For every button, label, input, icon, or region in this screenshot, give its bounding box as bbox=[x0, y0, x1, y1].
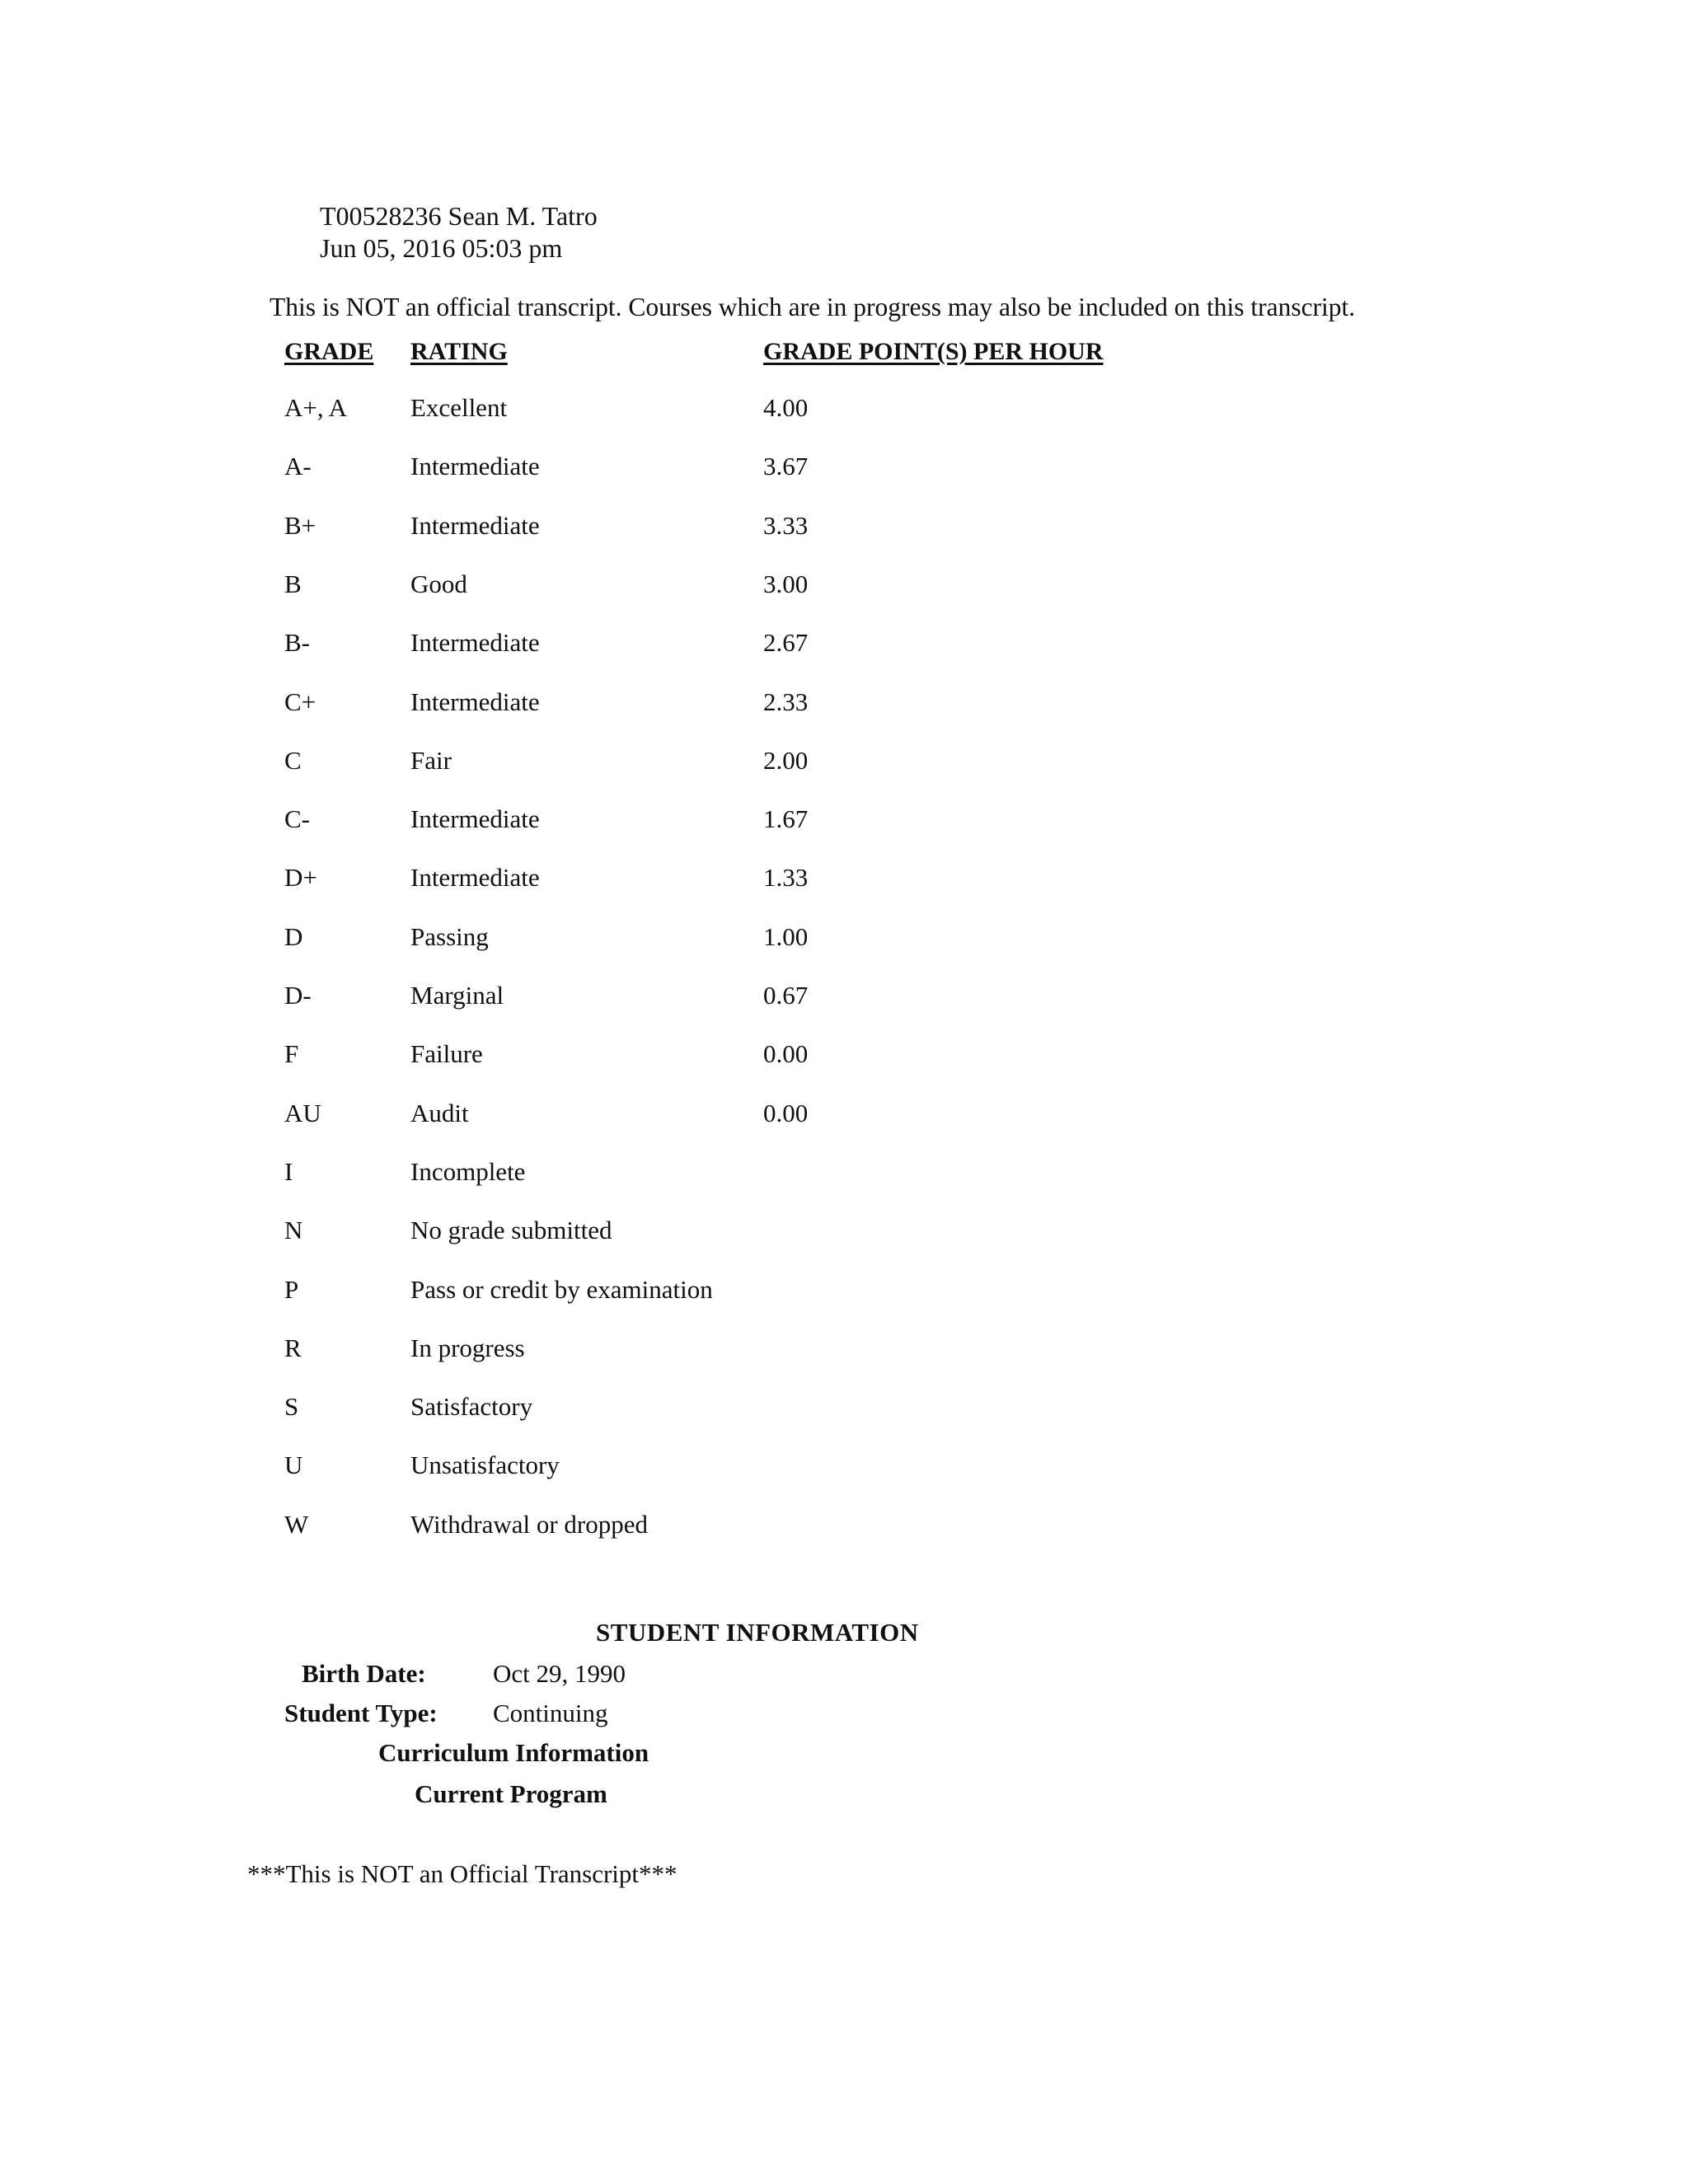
grade-cell: A- bbox=[284, 452, 312, 481]
rating-cell: Intermediate bbox=[410, 863, 540, 893]
table-row bbox=[0, 1451, 1688, 1492]
student-type-label: Student Type: bbox=[284, 1699, 438, 1727]
grade-cell: I bbox=[284, 1156, 293, 1186]
points-cell: 2.00 bbox=[763, 745, 809, 775]
grade-cell: B+ bbox=[284, 510, 316, 540]
points-cell: 3.67 bbox=[763, 452, 809, 481]
rating-cell: Intermediate bbox=[410, 452, 540, 481]
table-row bbox=[0, 1039, 1688, 1080]
grade-cell: B- bbox=[284, 628, 310, 658]
table-row bbox=[0, 1275, 1688, 1316]
birth-date-label: Birth Date: bbox=[302, 1659, 426, 1688]
student-id-name: T00528236 Sean M. Tatro bbox=[320, 201, 598, 231]
rating-cell: Pass or credit by examination bbox=[410, 1274, 713, 1304]
current-program-heading: Current Program bbox=[415, 1779, 607, 1808]
table-row bbox=[0, 981, 1688, 1022]
unofficial-notice: This is NOT an official transcript. Courses which are in progress may also be included on this transcript. bbox=[270, 293, 1356, 321]
grade-cell: C bbox=[284, 745, 302, 775]
grade-cell: D+ bbox=[284, 863, 317, 893]
rating-cell: Intermediate bbox=[410, 510, 540, 540]
rating-cell: Marginal bbox=[410, 981, 504, 1010]
points-cell: 2.33 bbox=[763, 687, 809, 716]
table-row bbox=[0, 1510, 1688, 1551]
footer-unofficial-notice: ***This is NOT an Official Transcript*** bbox=[247, 1859, 678, 1888]
grade-cell: R bbox=[284, 1333, 302, 1362]
grade-cell: F bbox=[284, 1039, 299, 1069]
table-row bbox=[0, 628, 1688, 669]
points-cell: 0.67 bbox=[763, 981, 809, 1010]
report-datetime: Jun 05, 2016 05:03 pm bbox=[320, 233, 563, 263]
table-row bbox=[0, 1333, 1688, 1375]
points-cell: 1.00 bbox=[763, 921, 809, 951]
table-row bbox=[0, 746, 1688, 787]
curriculum-info-heading: Curriculum Information bbox=[378, 1738, 649, 1767]
table-row bbox=[0, 687, 1688, 729]
grade-cell: D- bbox=[284, 981, 312, 1010]
rating-cell: Good bbox=[410, 569, 467, 598]
grade-cell: C- bbox=[284, 804, 310, 834]
rating-cell: Audit bbox=[410, 1098, 469, 1127]
points-cell: 2.67 bbox=[763, 628, 809, 658]
grade-cell: N bbox=[284, 1216, 303, 1245]
points-cell: 1.33 bbox=[763, 863, 809, 893]
rating-cell: Intermediate bbox=[410, 804, 540, 834]
points-cell: 0.00 bbox=[763, 1039, 809, 1069]
table-row bbox=[0, 922, 1688, 963]
grade-cell: A+, A bbox=[284, 393, 348, 422]
rating-cell: Incomplete bbox=[410, 1156, 526, 1186]
table-row bbox=[0, 1392, 1688, 1433]
student-type-value: Continuing bbox=[493, 1699, 608, 1727]
grade-cell: S bbox=[284, 1392, 299, 1422]
table-row bbox=[0, 1157, 1688, 1198]
table-row bbox=[0, 452, 1688, 493]
points-cell: 3.33 bbox=[763, 510, 809, 540]
grade-column-header: GRADE bbox=[284, 338, 374, 365]
rating-column-header: RATING bbox=[410, 338, 508, 365]
rating-cell: In progress bbox=[410, 1333, 525, 1362]
table-row bbox=[0, 863, 1688, 904]
table-row bbox=[0, 393, 1688, 434]
points-cell: 3.00 bbox=[763, 569, 809, 598]
rating-cell: Intermediate bbox=[410, 628, 540, 658]
rating-cell: Failure bbox=[410, 1039, 483, 1069]
grade-cell: C+ bbox=[284, 687, 316, 716]
birth-date-value: Oct 29, 1990 bbox=[493, 1659, 626, 1688]
grade-cell: W bbox=[284, 1509, 309, 1539]
grade-cell: AU bbox=[284, 1098, 321, 1127]
points-column-header: GRADE POINT(S) PER HOUR bbox=[763, 338, 1104, 365]
rating-cell: Satisfactory bbox=[410, 1392, 533, 1422]
student-info-title: STUDENT INFORMATION bbox=[596, 1618, 919, 1647]
table-row bbox=[0, 1216, 1688, 1257]
rating-cell: Unsatisfactory bbox=[410, 1451, 560, 1480]
rating-cell: Passing bbox=[410, 921, 489, 951]
points-cell: 1.67 bbox=[763, 804, 809, 834]
rating-cell: Fair bbox=[410, 745, 452, 775]
rating-cell: No grade submitted bbox=[410, 1216, 612, 1245]
table-row bbox=[0, 511, 1688, 552]
rating-cell: Intermediate bbox=[410, 687, 540, 716]
rating-cell: Excellent bbox=[410, 393, 508, 422]
points-cell: 4.00 bbox=[763, 393, 809, 422]
table-row bbox=[0, 1099, 1688, 1140]
grade-cell: P bbox=[284, 1274, 299, 1304]
table-row bbox=[0, 804, 1688, 846]
grade-cell: U bbox=[284, 1451, 303, 1480]
rating-cell: Withdrawal or dropped bbox=[410, 1509, 648, 1539]
table-row bbox=[0, 569, 1688, 611]
points-cell: 0.00 bbox=[763, 1098, 809, 1127]
grade-cell: D bbox=[284, 921, 303, 951]
grade-cell: B bbox=[284, 569, 302, 598]
